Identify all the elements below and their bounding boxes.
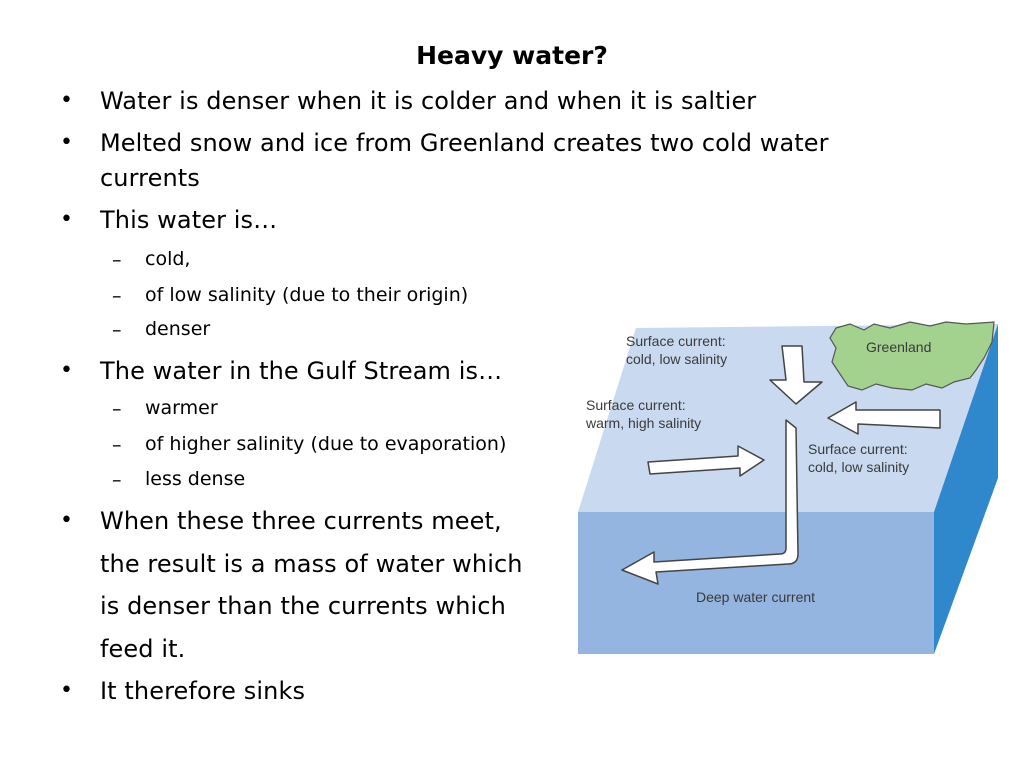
surface-current-label-line1: Surface current: xyxy=(626,333,726,349)
bullet-text: Water is denser when it is colder and when it is saltier xyxy=(100,87,757,115)
surface-current-label-line2: cold, low salinity xyxy=(626,351,728,367)
bullet-marker: • xyxy=(60,678,73,703)
block-front-face xyxy=(578,512,934,654)
bullet-text: It therefore sinks xyxy=(100,677,306,705)
slide-title: Heavy water? xyxy=(416,41,608,70)
right-current-label-line2: cold, low salinity xyxy=(808,459,910,475)
sub-bullet-text: denser xyxy=(145,318,211,340)
bullet-marker: • xyxy=(60,130,73,155)
sub-bullet-marker: – xyxy=(112,469,122,491)
sub-bullet-marker: – xyxy=(112,398,122,420)
bullet-marker: • xyxy=(60,88,73,113)
sub-bullet-marker: – xyxy=(112,434,122,456)
diagram-svg xyxy=(574,318,998,656)
sub-bullet-text: less dense xyxy=(145,468,246,490)
sub-bullet-marker: – xyxy=(112,285,122,307)
sub-bullet-text: of higher salinity (due to evaporation) xyxy=(145,433,507,455)
bullet-text: This water is… xyxy=(100,206,278,234)
bullet-text-continued: is denser than the currents which xyxy=(100,592,506,620)
warm-current-label-line2: warm, high salinity xyxy=(586,415,702,431)
sub-bullet-text: cold, xyxy=(145,248,191,270)
bullet-marker: • xyxy=(60,207,73,232)
bullet-text-continued: feed it. xyxy=(100,635,186,663)
bullet-text-continued: the result is a mass of water which xyxy=(100,550,523,578)
deep-current-label: Deep water current xyxy=(696,589,816,605)
sub-bullet-text: warmer xyxy=(145,397,218,419)
greenland-label: Greenland xyxy=(866,339,932,355)
bullet-marker: • xyxy=(60,508,73,533)
sub-bullet-text: of low salinity (due to their origin) xyxy=(145,284,469,306)
warm-current-label-line1: Surface current: xyxy=(586,397,686,413)
bullet-text: The water in the Gulf Stream is… xyxy=(100,357,503,385)
bullet-text-continued: currents xyxy=(100,164,200,192)
right-current-label-line1: Surface current: xyxy=(808,441,908,457)
bullet-text: When these three currents meet, xyxy=(100,507,502,535)
bullet-marker: • xyxy=(60,358,73,383)
sub-bullet-marker: – xyxy=(112,249,122,271)
sub-bullet-marker: – xyxy=(112,319,122,341)
bullet-text: Melted snow and ice from Greenland creates two cold water xyxy=(100,129,829,157)
ocean-current-diagram xyxy=(574,318,998,656)
